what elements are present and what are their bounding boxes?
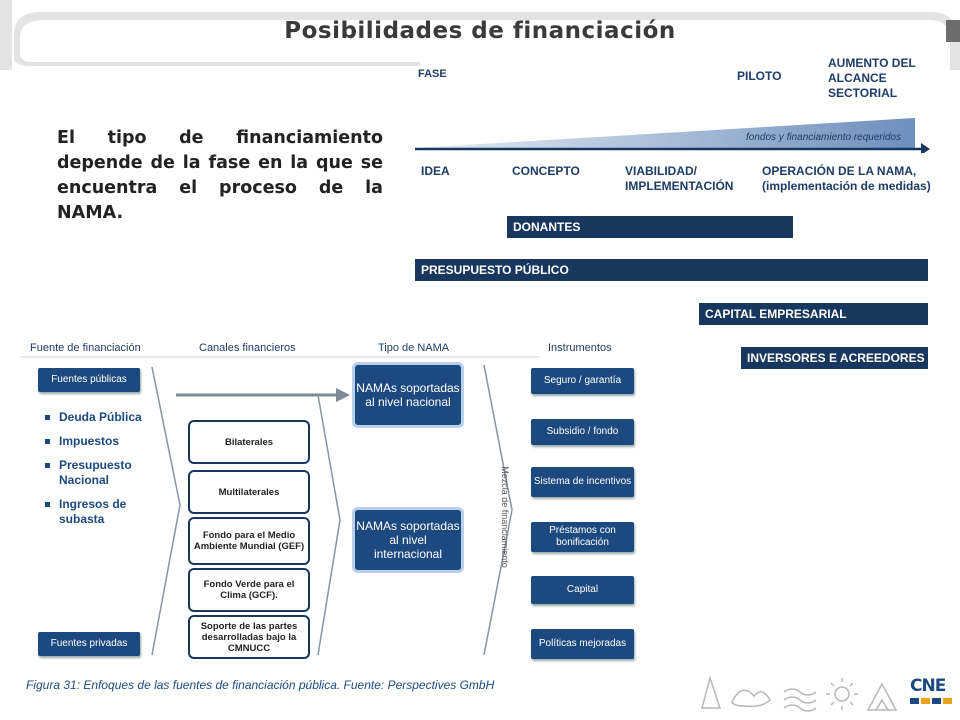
col-header-instrumentos: Instrumentos <box>548 342 612 354</box>
col-header-fuente: Fuente de financiación <box>30 342 141 354</box>
bar-presupuesto: PRESUPUESTO PÚBLICO <box>415 259 928 281</box>
channel-gcf: Fondo Verde para el Clima (GCF). <box>188 568 310 612</box>
channel-multilaterales: Multilaterales <box>188 470 310 514</box>
funding-ramp <box>415 108 930 153</box>
aumento-label: AUMENTO DEL ALCANCE SECTORIAL <box>828 56 916 100</box>
public-sources-list <box>44 410 169 536</box>
col-header-tipo: Tipo de NAMA <box>378 342 450 354</box>
public-item: Presupuesto Nacional <box>44 458 169 488</box>
channel-bilaterales: Bilaterales <box>188 420 310 464</box>
private-sources-box: Fuentes privadas <box>38 632 140 656</box>
instrument-seguro: Seguro / garantía <box>531 368 634 394</box>
fase-label: FASE <box>418 68 447 80</box>
cne-logo: CNE <box>910 676 954 716</box>
channel-gef: Fondo para el Medio Ambiente Mundial (GEF) <box>188 517 310 565</box>
nama-nacional: NAMAs soportadas al nivel nacional <box>352 362 464 428</box>
instrument-subsidio: Subsidio / fondo <box>531 419 634 445</box>
phase-concepto: CONCEPTO <box>512 164 580 178</box>
instrument-politicas: Políticas mejoradas <box>531 629 634 659</box>
mezcla-label: Mezcla de financiamiento <box>500 466 510 568</box>
ramp-label: fondos y financiamiento requeridos <box>746 132 902 143</box>
bar-donantes: DONANTES <box>507 216 793 238</box>
bar-capital-empresarial: CAPITAL EMPRESARIAL <box>699 303 928 325</box>
public-item: Impuestos <box>44 434 169 449</box>
instrument-capital: Capital <box>531 576 634 604</box>
piloto-label: PILOTO <box>737 69 782 83</box>
phase-idea: IDEA <box>421 164 450 178</box>
bar-inversores: INVERSORES E ACREEDORES <box>741 347 928 369</box>
public-sources-box: Fuentes públicas <box>38 368 140 392</box>
phase-viabilidad: VIABILIDAD/ IMPLEMENTACIÓN <box>625 164 734 193</box>
instrument-incentivos: Sistema de incentivos <box>531 467 634 497</box>
col-header-canales: Canales financieros <box>199 342 296 354</box>
public-item: Ingresos de subasta <box>44 497 169 527</box>
figure-caption: Figura 31: Enfoques de las fuentes de financiación pública. Fuente: Perspectives GmbH <box>26 678 495 692</box>
public-item: Deuda Pública <box>44 410 169 425</box>
channel-cmnucc: Soporte de las partes desarrolladas bajo la CMNUCC <box>188 615 310 659</box>
decorative-line-icons <box>692 672 902 716</box>
phase-operacion: OPERACIÓN DE LA NAMA, (implementación de medidas) <box>762 164 931 193</box>
intro-text: El tipo de financiamiento depende de la fase en la que se encuentra el proceso de la NAMA. <box>57 128 383 223</box>
page-title: Posibilidades de financiación <box>284 18 676 44</box>
nama-internacional: NAMAs soportadas al nivel internacional <box>352 507 464 573</box>
instrument-prestamos: Préstamos con bonificación <box>531 522 634 552</box>
